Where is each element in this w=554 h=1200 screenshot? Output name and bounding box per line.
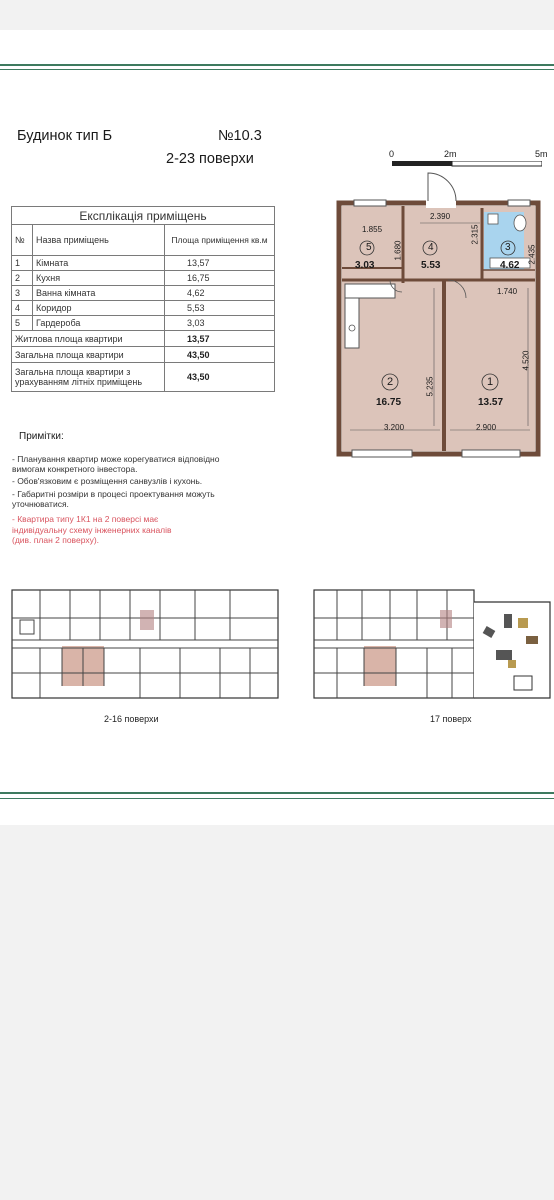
col-no-header: № bbox=[12, 225, 33, 256]
dim-5235: 5.235 bbox=[425, 376, 435, 397]
total-area-row bbox=[12, 347, 275, 363]
table-row bbox=[12, 316, 275, 331]
bottom-green-line bbox=[0, 792, 554, 794]
floor-plan-17 bbox=[312, 588, 552, 700]
room-area: 13,57 bbox=[165, 256, 275, 271]
room-name: Гардероба bbox=[33, 316, 165, 331]
total-summer-area-value: 43,50 bbox=[165, 363, 275, 392]
table-row bbox=[12, 256, 275, 271]
dim-1680: 1.680 bbox=[393, 240, 403, 261]
room-number: 3 bbox=[12, 286, 33, 301]
scale-bar bbox=[392, 161, 542, 167]
room-area-5: 3.03 bbox=[355, 260, 375, 271]
dim-3200: 3.200 bbox=[384, 423, 405, 432]
scale-zero: 0 bbox=[389, 149, 395, 159]
scale-end: 5m bbox=[535, 149, 548, 159]
dim-2315: 2.315 bbox=[470, 224, 480, 245]
room-area-3: 4.62 bbox=[500, 260, 520, 271]
total-area-value: 43,50 bbox=[165, 347, 275, 363]
explication-table bbox=[11, 206, 275, 392]
note-line: - Обов'язковим є розміщення санвузлів і кухонь. bbox=[12, 476, 203, 486]
room-number: 1 bbox=[12, 256, 33, 271]
table-row bbox=[12, 271, 275, 286]
apartment-number: №10.3 bbox=[218, 128, 262, 144]
living-area-value: 13,57 bbox=[165, 331, 275, 347]
note-line: - Планування квартир може корегуватися відповідно bbox=[12, 454, 220, 464]
note-line: вимогам конкретного інвестора. bbox=[12, 464, 138, 474]
note-red-line: - Квартира типу 1К1 на 2 поверсі має bbox=[12, 514, 159, 524]
explication-caption: Експлікація приміщень bbox=[12, 207, 275, 225]
total-summer-area-row bbox=[12, 363, 275, 392]
room-area-4: 5.53 bbox=[421, 260, 441, 271]
room-number: 5 bbox=[12, 316, 33, 331]
room-number: 2 bbox=[12, 271, 33, 286]
table-row bbox=[12, 286, 275, 301]
room-name: Ванна кімната bbox=[33, 286, 165, 301]
scale-mid: 2m bbox=[444, 149, 457, 159]
room-area: 3,03 bbox=[165, 316, 275, 331]
room-area: 4,62 bbox=[165, 286, 275, 301]
room-name: Кухня bbox=[33, 271, 165, 286]
dim-1855: 1.855 bbox=[362, 225, 383, 234]
dim-1740: 1.740 bbox=[497, 287, 518, 296]
room-no-2: 2 bbox=[387, 376, 394, 388]
room-area: 5,53 bbox=[165, 301, 275, 316]
col-area-header: Площа приміщення кв.м bbox=[165, 225, 275, 256]
room-area: 16,75 bbox=[165, 271, 275, 286]
room-no-4: 4 bbox=[428, 242, 434, 253]
notes-title: Примітки: bbox=[19, 431, 64, 442]
note-line: - Габаритні розміри в процесі проектування можуть bbox=[12, 489, 215, 499]
top-green-line-thin bbox=[0, 69, 554, 70]
dim-2900: 2.900 bbox=[476, 423, 497, 432]
room-number: 4 bbox=[12, 301, 33, 316]
bottom-green-line-thin bbox=[0, 798, 554, 799]
floor-plan-17-caption: 17 поверх bbox=[430, 714, 472, 724]
floor-plan-2-16 bbox=[10, 588, 280, 700]
dim-2435: 2.435 bbox=[527, 244, 537, 265]
top-green-line bbox=[0, 64, 554, 66]
table-row bbox=[12, 301, 275, 316]
room-name: Коридор bbox=[33, 301, 165, 316]
note-line: уточнюватися. bbox=[12, 499, 69, 509]
floor-plan-2-16-caption: 2-16 поверхи bbox=[104, 714, 159, 724]
house-type-title: Будинок тип Б bbox=[17, 128, 113, 144]
total-area-label: Загальна площа квартири bbox=[12, 347, 165, 363]
room-area-1: 13.57 bbox=[478, 397, 504, 408]
total-summer-area-label: Загальна площа квартири з урахуванням літніх приміщень bbox=[12, 363, 165, 392]
room-no-3: 3 bbox=[505, 242, 511, 253]
living-area-label: Житлова площа квартири bbox=[12, 331, 165, 347]
col-name-header: Назва приміщень bbox=[33, 225, 165, 256]
room-area-2: 16.75 bbox=[376, 397, 402, 408]
note-red-line: індивідуальну схему інженерних каналів bbox=[12, 525, 172, 535]
living-area-row bbox=[12, 331, 275, 347]
dim-4520: 4.520 bbox=[521, 350, 531, 371]
dim-2390: 2.390 bbox=[430, 212, 451, 221]
room-no-5: 5 bbox=[366, 242, 372, 253]
floors-label: 2-23 поверхи bbox=[166, 151, 254, 167]
room-name: Кімната bbox=[33, 256, 165, 271]
note-red-line: (див. план 2 поверху). bbox=[12, 535, 100, 545]
room-no-1: 1 bbox=[487, 376, 494, 388]
